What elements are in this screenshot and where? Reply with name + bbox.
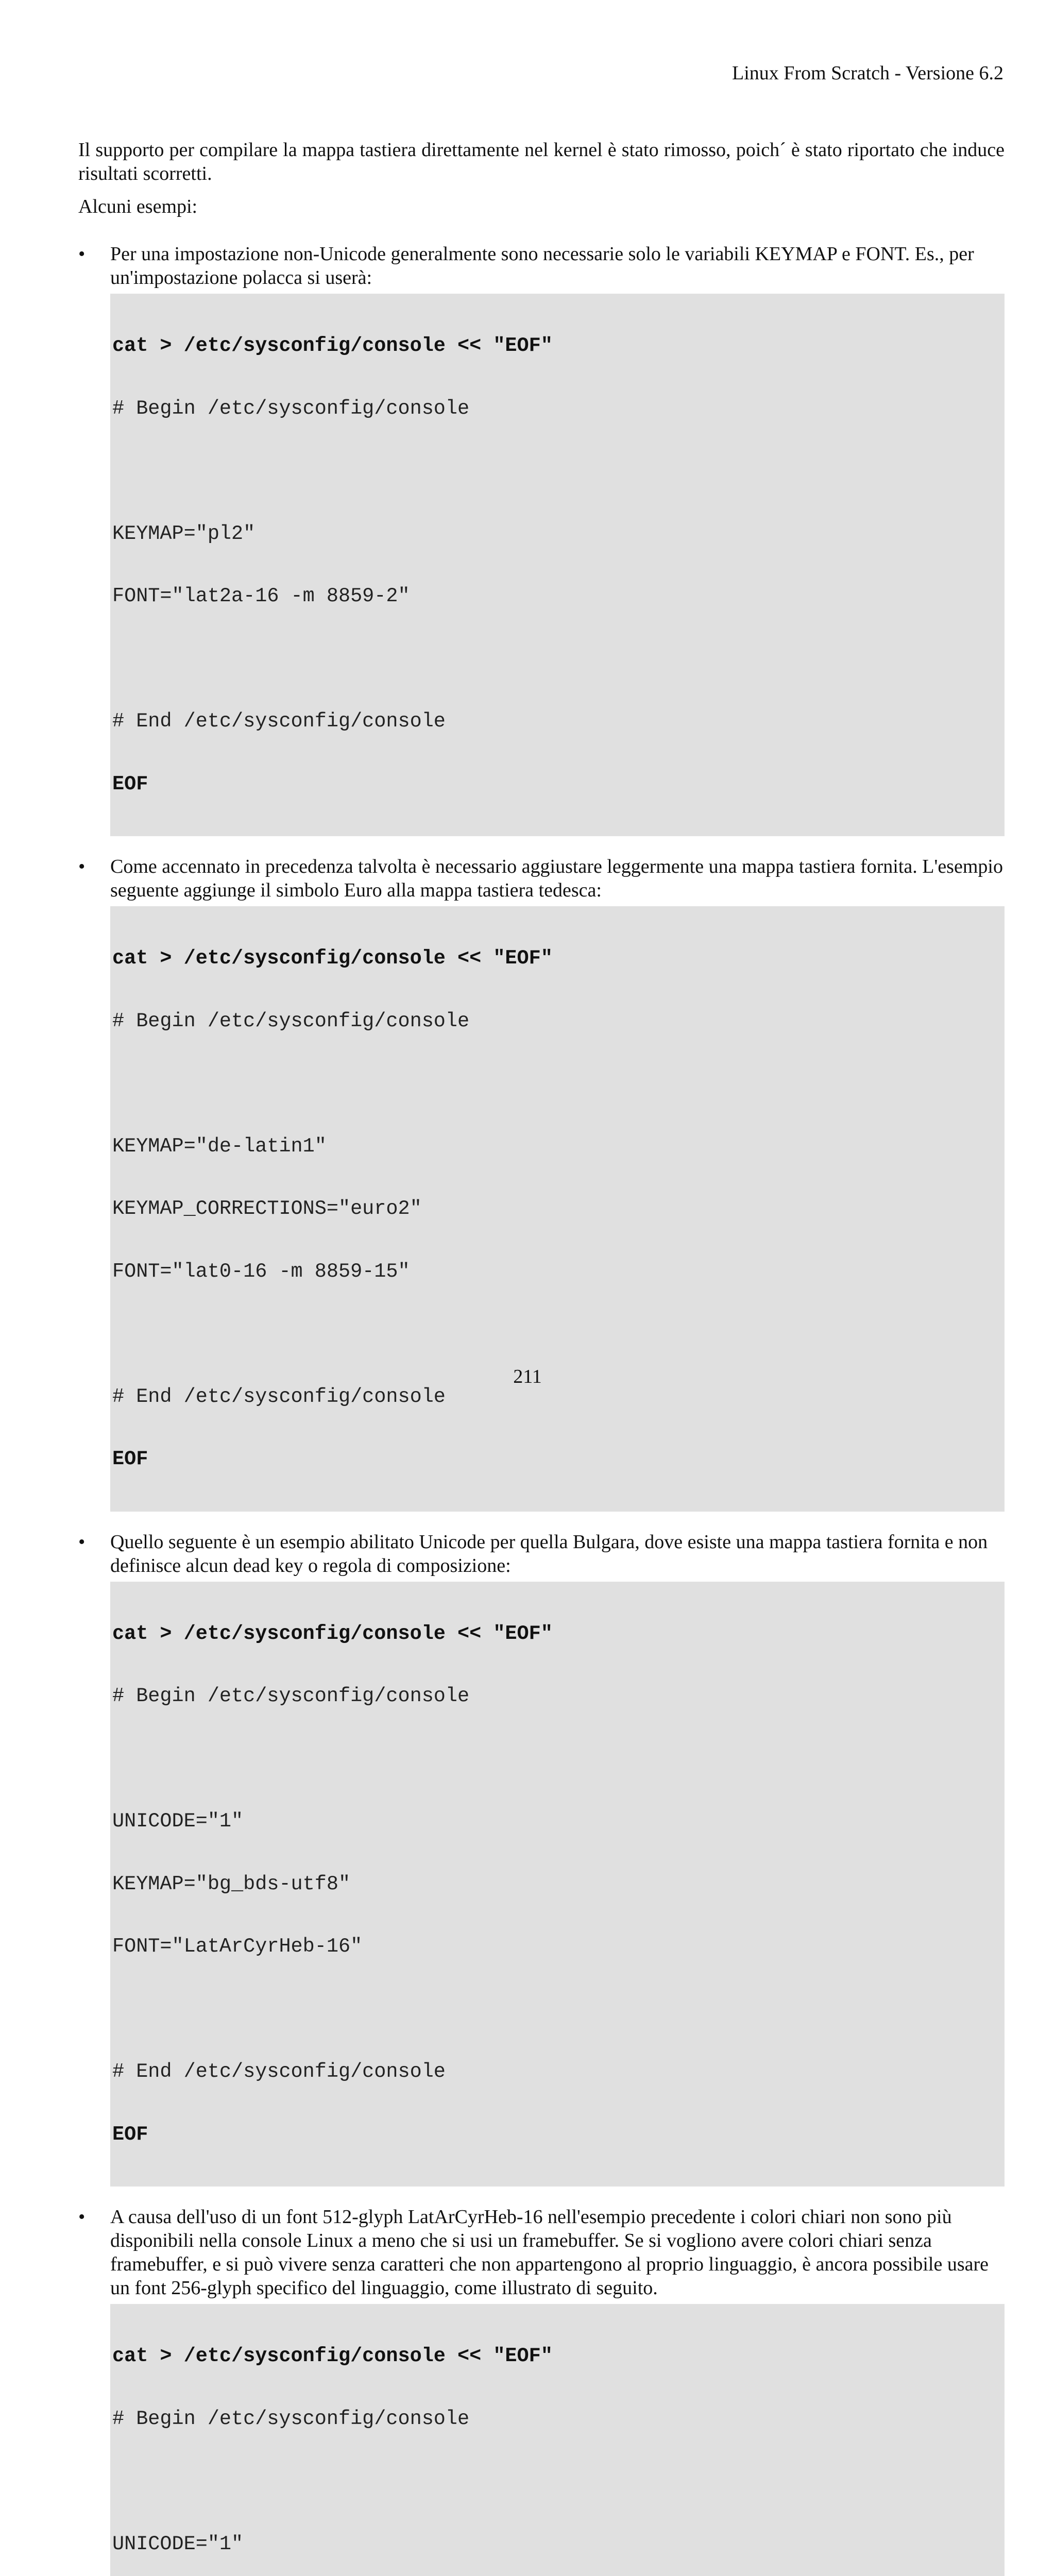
- code-line: FONT="LatArCyrHeb-16": [112, 1935, 363, 1958]
- bullet-icon: •: [78, 2206, 86, 2228]
- code-block: [110, 1582, 1005, 2187]
- list-item: [78, 855, 1005, 1512]
- code-line: # End /etc/sysconfig/console: [112, 2060, 446, 2083]
- running-header: Linux From Scratch - Versione 6.2: [732, 62, 1003, 84]
- list-item-text: A causa dell'uso di un font 512-glyph LatArCyrHeb-16 nell'esempio precedente i colori chiari non sono più disponibili nella console Linux a meno che si usi un framebuffer. Se si vogliono avere colori chiari senza framebuffer, e si può vivere senza caratteri che non appartengono al proprio linguaggio, è ancora possibile usare un font 256-glyph specifico del linguaggio, come illustrato di seguito.: [110, 2206, 989, 2299]
- list-item: [78, 1530, 1005, 2187]
- code-line: KEYMAP="de-latin1": [112, 1134, 327, 1158]
- code-block: [110, 2304, 1005, 2576]
- code-line: [112, 1073, 1002, 1094]
- intro-paragraph: Il supporto per compilare la mappa tastiera direttamente nel kernel è stato rimosso, poich´ è stato riportato che induce risultati scorretti.: [78, 139, 1005, 184]
- code-line: UNICODE="1": [112, 2532, 244, 2555]
- code-line: KEYMAP_CORRECTIONS="euro2": [112, 1197, 422, 1220]
- code-block: [110, 906, 1005, 1512]
- code-line: cat > /etc/sysconfig/console << "EOF": [112, 947, 553, 970]
- code-line: # Begin /etc/sysconfig/console: [112, 397, 470, 420]
- code-line: # Begin /etc/sysconfig/console: [112, 1009, 470, 1032]
- code-line: KEYMAP="pl2": [112, 522, 256, 545]
- list-item: [78, 2205, 1005, 2576]
- list-item: [78, 242, 1005, 836]
- list-item-text: Per una impostazione non-Unicode generalmente sono necessarie solo le variabili KEYMAP e FONT. Es., per un'impostazione polacca si userà:: [110, 243, 974, 289]
- code-line: [112, 2471, 1002, 2492]
- code-line: EOF: [112, 1448, 148, 1470]
- code-line: # Begin /etc/sysconfig/console: [112, 2407, 470, 2430]
- list-item-text: Come accennato in precedenza talvolta è necessario aggiustare leggermente una mappa tastiera fornita. L'esempio seguente aggiunge il simbolo Euro alla mappa tastiera tedesca:: [110, 856, 1003, 901]
- code-line: [112, 1749, 1002, 1770]
- page-content: [78, 138, 1005, 2576]
- code-line: # End /etc/sysconfig/console: [112, 1385, 446, 1408]
- code-line: # Begin /etc/sysconfig/console: [112, 1685, 470, 1707]
- code-block: [110, 294, 1005, 836]
- code-line: [112, 1999, 1002, 2020]
- code-line: FONT="lat0-16 -m 8859-15": [112, 1260, 410, 1283]
- code-line: [112, 649, 1002, 670]
- code-line: cat > /etc/sysconfig/console << "EOF": [112, 1622, 553, 1645]
- bullet-icon: •: [78, 856, 86, 877]
- code-line: [112, 1324, 1002, 1345]
- page-number: 211: [513, 1366, 542, 1387]
- code-line: [112, 461, 1002, 482]
- list-item-text: Quello seguente è un esempio abilitato Unicode per quella Bulgara, dove esiste una mappa tastiera fornita e non definisce alcun dead key o regola di composizione:: [110, 1531, 988, 1577]
- examples-lead: Alcuni esempi:: [78, 196, 198, 217]
- code-line: FONT="lat2a-16 -m 8859-2": [112, 585, 410, 607]
- code-line: EOF: [112, 772, 148, 795]
- bullet-icon: •: [78, 1531, 86, 1553]
- code-line: # End /etc/sysconfig/console: [112, 710, 446, 733]
- bullet-icon: •: [78, 243, 86, 265]
- code-line: EOF: [112, 2123, 148, 2146]
- code-line: UNICODE="1": [112, 1810, 244, 1833]
- code-line: KEYMAP="bg_bds-utf8": [112, 1872, 351, 1895]
- code-line: cat > /etc/sysconfig/console << "EOF": [112, 2345, 553, 2367]
- code-line: cat > /etc/sysconfig/console << "EOF": [112, 334, 553, 357]
